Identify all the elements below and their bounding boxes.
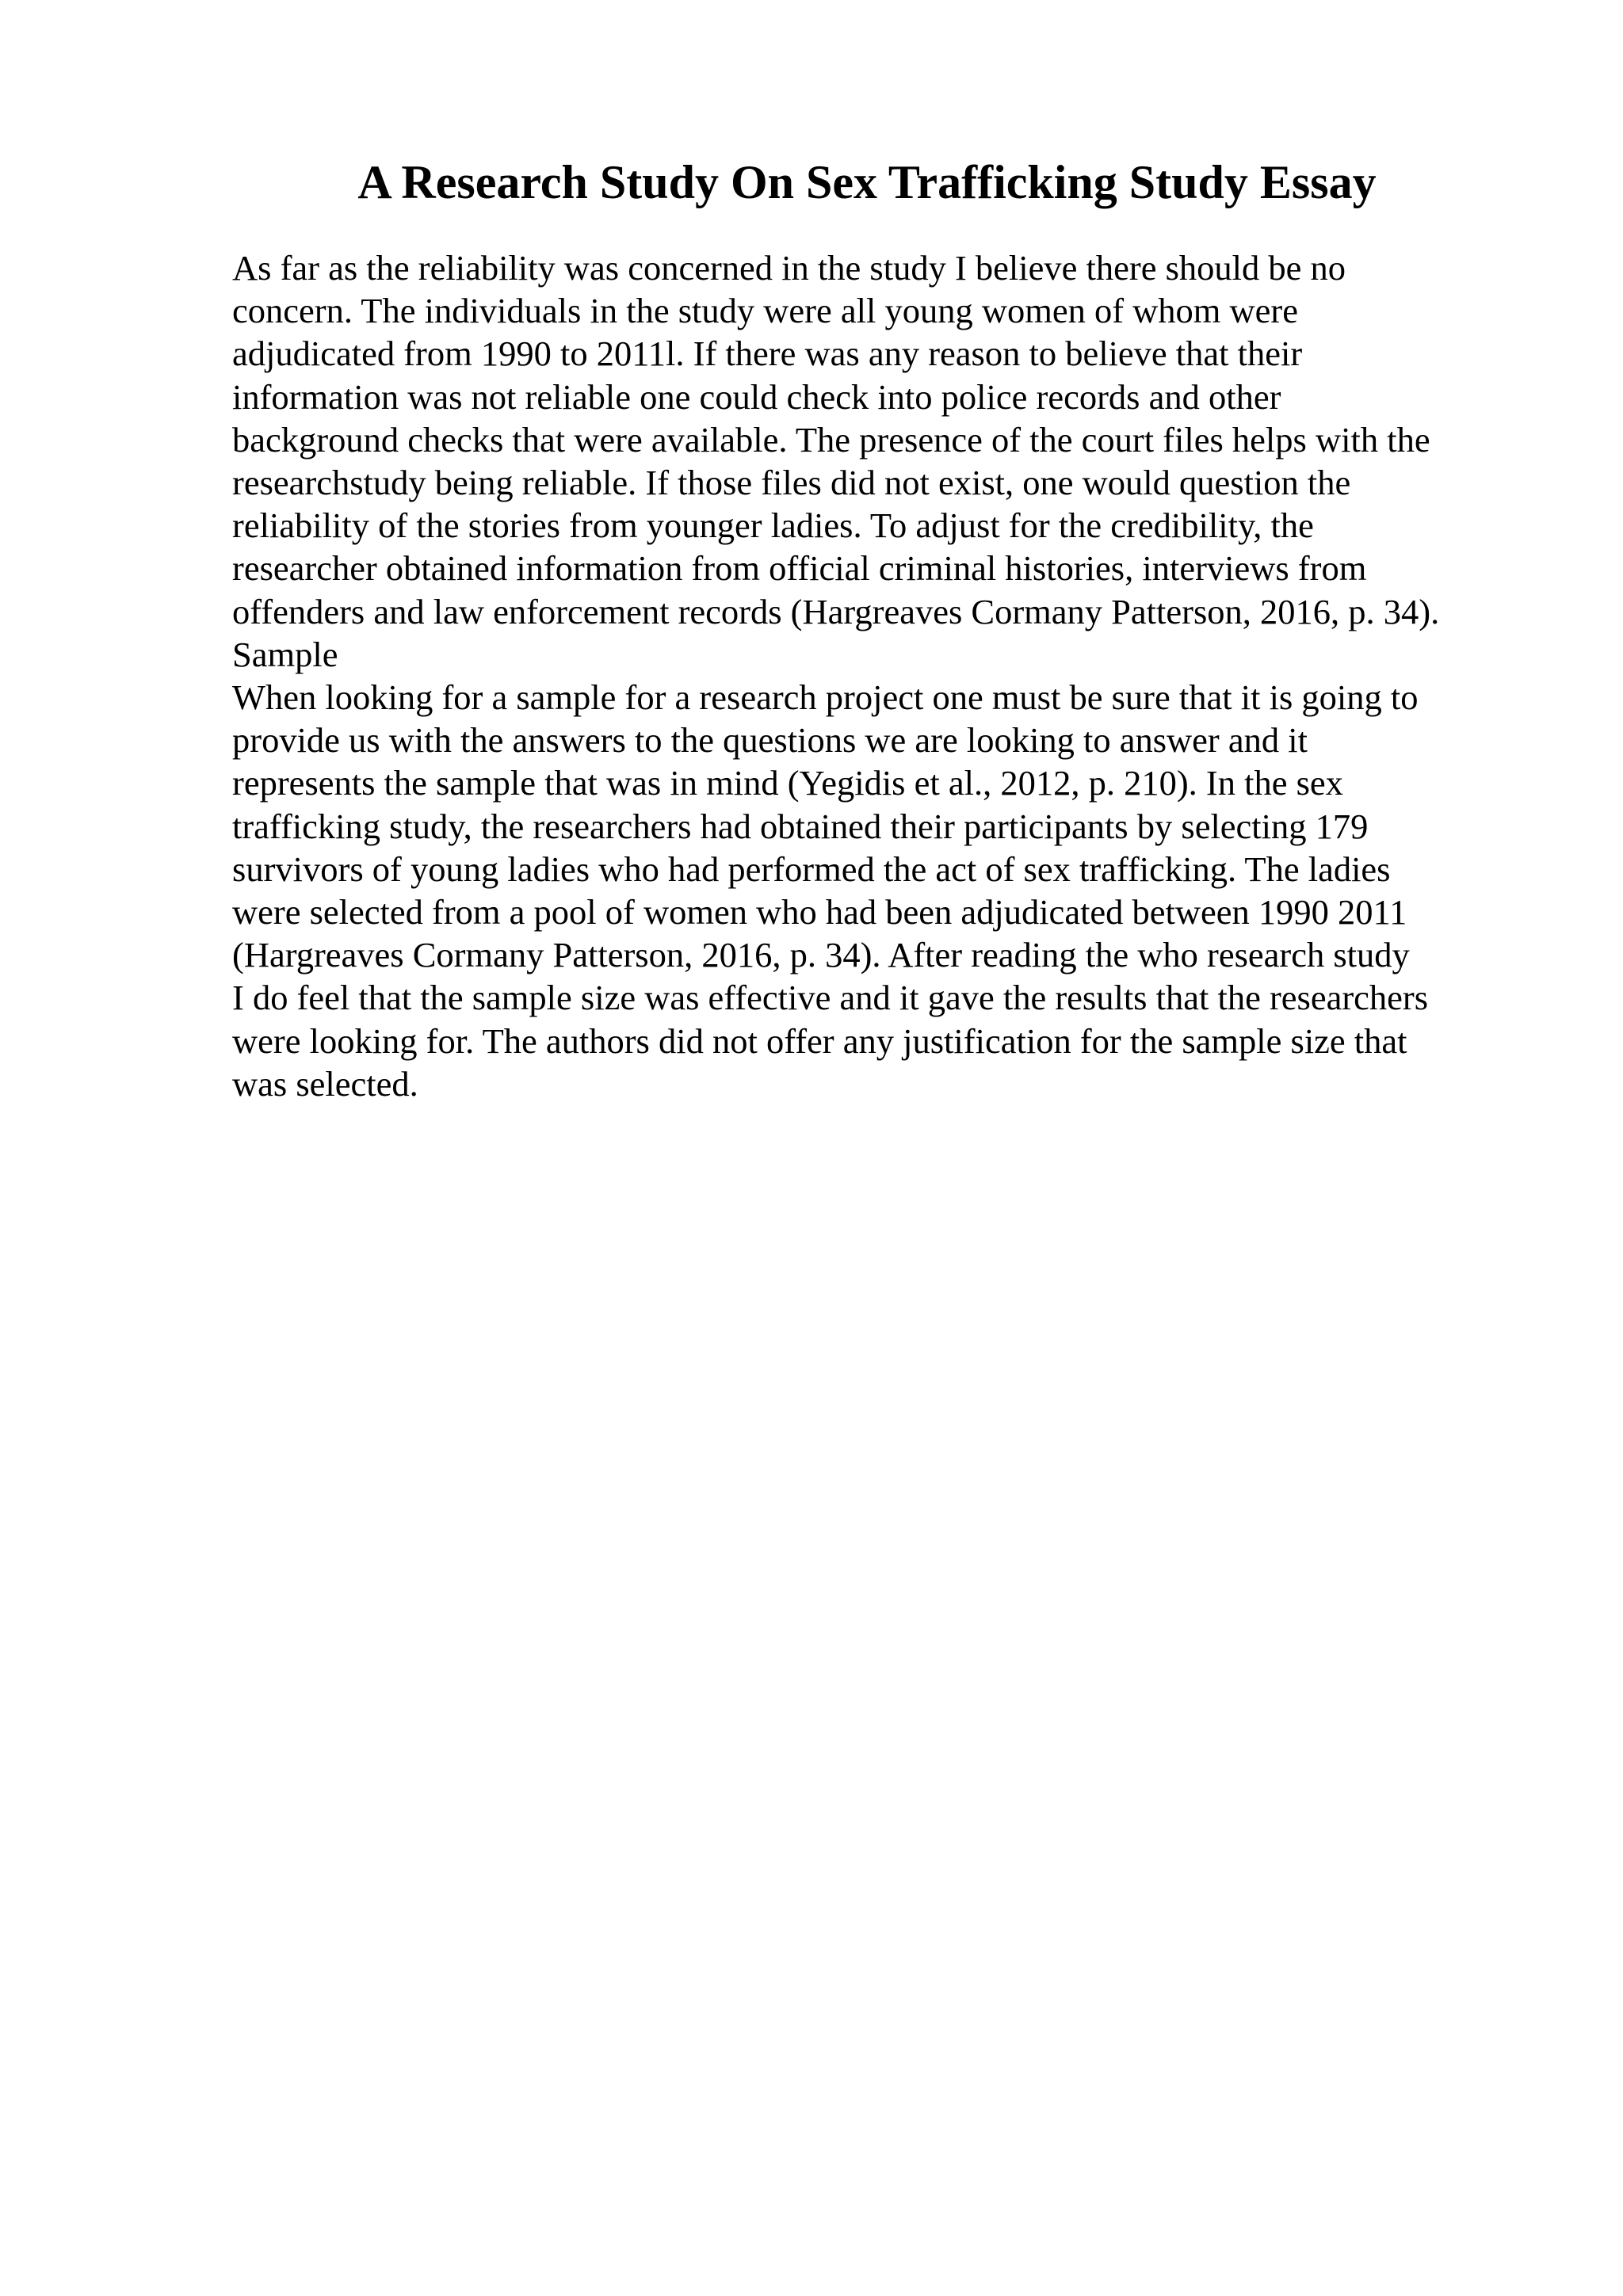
text-line: were looking for. The authors did not offer any justification for the sample size that: [232, 1020, 1407, 1061]
text-line: (Hargreaves Cormany Patterson, 2016, p. 34). After reading the who research study: [232, 935, 1410, 975]
text-line: researcher obtained information from official criminal histories, interviews from: [232, 548, 1367, 589]
text-line: background checks that were available. The presence of the court files helps with the: [232, 419, 1430, 460]
text-line: researchstudy being reliable. If those files did not exist, one would question the: [232, 463, 1351, 503]
section-heading-sample: Sample: [232, 634, 338, 674]
text-line: As far as the reliability was concerned in the study I believe there should be no: [232, 248, 1346, 288]
document-title: A Research Study On Sex Trafficking Study Essay: [357, 156, 1377, 208]
text-line: I do feel that the sample size was effective and it gave the results that the researchers: [232, 978, 1429, 1018]
text-line: adjudicated from 1990 to 2011l. If there was any reason to believe that their: [232, 334, 1303, 374]
document-body: [232, 246, 1611, 1105]
text-line: was selected.: [232, 1063, 418, 1104]
text-line: were selected from a pool of women who had been adjudicated between 1990 2011: [232, 892, 1407, 933]
text-line: offenders and law enforcement records (Hargreaves Cormany Patterson, 2016, p. 34).: [232, 591, 1440, 631]
text-line: concern. The individuals in the study were all young women of whom were: [232, 291, 1298, 331]
text-line: When looking for a sample for a research project one must be sure that it is going to: [232, 677, 1419, 718]
text-line: information was not reliable one could check into police records and other: [232, 376, 1281, 417]
text-line: survivors of young ladies who had performed the act of sex trafficking. The ladies: [232, 849, 1391, 889]
text-line: trafficking study, the researchers had obtained their participants by selecting 179: [232, 806, 1369, 846]
text-line: provide us with the answers to the questions we are looking to answer and it: [232, 720, 1308, 761]
text-line: represents the sample that was in mind (Yegidis et al., 2012, p. 210). In the sex: [232, 763, 1343, 803]
text-line: reliability of the stories from younger ladies. To adjust for the credibility, the: [232, 505, 1314, 546]
